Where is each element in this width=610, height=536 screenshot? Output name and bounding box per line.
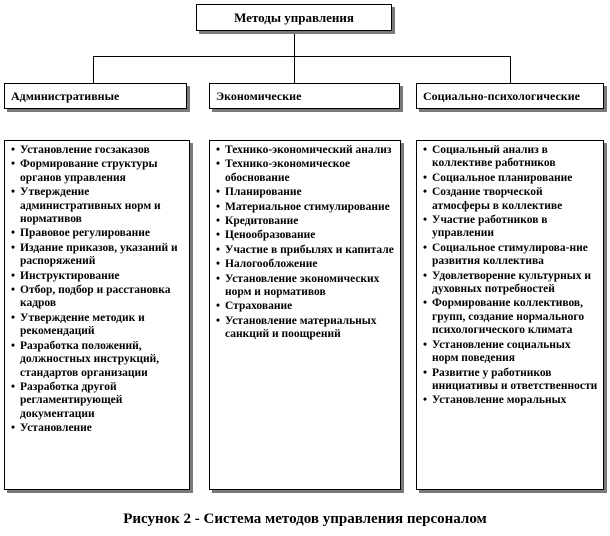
list-item: • Материальное стимулирование — [216, 201, 396, 214]
list-item: • Социальное планирование — [423, 172, 599, 185]
list-item: • Удовлетворение культурных и духовных потребностей — [423, 270, 599, 297]
list-item: • Технико-экономический анализ — [216, 144, 396, 157]
list-item: • Ценообразование — [216, 229, 396, 242]
list-item: • Установление — [11, 422, 185, 435]
list-item: • Инструктирование — [11, 270, 185, 283]
list-item: • Развитие у работников инициативы и ответственности — [423, 367, 599, 394]
list-item: • Участие в прибылях и капитале — [216, 244, 396, 257]
list-item: • Социальное стимулирова-ние развития коллектива — [423, 242, 599, 269]
column-header-socio-psychological — [416, 83, 604, 109]
list-item: • Установление госзаказов — [11, 144, 185, 157]
list-item: • Налогообложение — [216, 258, 396, 271]
column-title: Социально-психологические — [423, 88, 580, 103]
list-item: • Разработка другой регламентирующей документации — [11, 381, 185, 421]
column-header-economic — [209, 83, 400, 109]
list-item: • Издание приказов, указаний и распоряжений — [11, 242, 185, 269]
column-list-economic — [209, 140, 401, 490]
column-list-administrative — [4, 140, 190, 490]
list-item: • Формирование коллективов, групп, создание нормального психологического климата — [423, 297, 599, 337]
list-item: • Технико-экономическое обоснование — [216, 158, 396, 185]
list-item: • Планирование — [216, 186, 396, 199]
list-item: • Отбор, подбор и расстановка кадров — [11, 284, 185, 311]
list-item: • Установление экономических норм и нормативов — [216, 273, 396, 300]
column-title: Административные — [11, 88, 120, 103]
list-item: • Разработка положений, должностных инструкций, стандартов организации — [11, 340, 185, 380]
list-item: • Формирование структуры органов управления — [11, 158, 185, 185]
list-item: • Утверждение методик и рекомендаций — [11, 312, 185, 339]
figure-caption: Рисунок 2 - Система методов управления персоналом — [123, 511, 487, 527]
column-list-socio-psychological — [416, 140, 604, 490]
list-item: • Кредитование — [216, 215, 396, 228]
column-title: Экономические — [216, 88, 302, 103]
list-item: • Установление моральных — [423, 394, 599, 407]
connector-horizontal — [93, 56, 511, 57]
column-header-administrative — [4, 83, 187, 109]
connector-col2 — [294, 56, 295, 83]
connector-root-down — [294, 31, 295, 56]
list-item: • Правовое регулирование — [11, 227, 185, 240]
connector-col3 — [510, 56, 511, 83]
list-item: • Страхование — [216, 300, 396, 313]
list-item: • Социальный анализ в коллективе работников — [423, 144, 599, 171]
list-item: • Установление материальных санкций и поощрений — [216, 315, 396, 342]
list-item: • Установление социальных норм поведения — [423, 339, 599, 366]
root-title: Методы управления — [234, 9, 354, 25]
list-item: • Создание творческой атмосферы в коллективе — [423, 186, 599, 213]
list-item: • Участие работников в управлении — [423, 214, 599, 241]
list-item: • Утверждение административных норм и нормативов — [11, 186, 185, 226]
root-node — [196, 4, 392, 31]
connector-col1 — [93, 56, 94, 83]
